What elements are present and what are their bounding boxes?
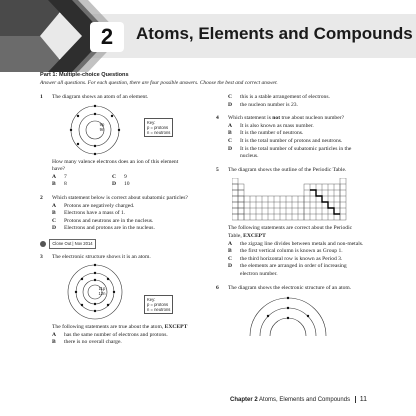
chapter-title: Atoms, Elements and Compounds	[136, 24, 413, 43]
option: B It is the number of neutrons.	[228, 130, 304, 137]
chapter-header	[0, 0, 416, 70]
atom-diagram-6	[228, 294, 366, 334]
question-text: Which statement below is correct about subatomic particles?	[52, 194, 188, 201]
question-number: 5	[216, 166, 219, 173]
nucleus-label: 9p 9n	[99, 121, 105, 132]
option: D 10	[112, 181, 130, 188]
question-number: 1	[40, 94, 43, 100]
option: A the zigzag line divides between metals and non-metals.	[228, 240, 364, 247]
question-text: Which statement is not true about nucleon number?	[228, 115, 345, 122]
question-2	[40, 195, 190, 233]
option: D Electrons and protons are in the nucleus.	[52, 225, 155, 232]
part-title: Part 1: Multiple-choice Questions	[40, 72, 129, 78]
option: C Protons and neutrons are in the nucleus.	[52, 217, 154, 224]
question-number: 6	[216, 284, 219, 291]
page-footer	[230, 396, 367, 403]
question-3	[40, 254, 190, 347]
question-1	[40, 94, 190, 189]
option: C It is the total number of protons and neutrons.	[228, 137, 343, 144]
option: C this is a stable arrangement of electrons.	[228, 94, 330, 100]
option: C the third horizontal row is known as Period 3.	[228, 255, 343, 262]
option: A It is also known as mass number.	[228, 122, 314, 129]
question-text: The electronic structure shows it is an atom.	[52, 253, 151, 260]
chapter-number: 2	[90, 22, 124, 52]
question-text: The diagram shows an atom of an element.	[52, 94, 149, 100]
right-column	[216, 94, 366, 340]
question-prompt: The following statements are true about the atom, EXCEPT	[52, 324, 188, 331]
page-number: 11	[355, 396, 367, 403]
periodic-table-outline	[228, 176, 366, 222]
question-3-continued	[216, 94, 366, 109]
atom-diagram-1	[52, 104, 190, 156]
question-5	[216, 167, 366, 279]
question-number: 2	[40, 194, 43, 201]
question-number: 4	[216, 115, 219, 122]
clone-icon	[40, 241, 46, 247]
left-column	[40, 94, 190, 353]
atom-diagram-3	[52, 263, 190, 321]
question-prompt: The following statements are correct about the Periodic Table, EXCEPT	[228, 225, 353, 239]
option: C 9	[112, 173, 127, 180]
option: B there is no overall charge.	[52, 339, 122, 346]
question-4	[216, 115, 366, 161]
key-box: Key: p = protons n = neutrons	[144, 295, 173, 314]
option: A 7	[52, 173, 67, 180]
question-prompt: How many valence electrons does an ion of this element have?	[52, 158, 179, 173]
option: D It is the total number of subatomic particles in the nucleus.	[228, 145, 352, 160]
option: B Electrons have a mass of 1.	[52, 210, 126, 217]
nucleus-label: 11p 12n	[98, 286, 106, 297]
question-text: The diagram shows the electronic structure of an atom.	[228, 284, 352, 291]
option: A has the same number of electrons and protons.	[52, 331, 168, 338]
question-6	[216, 285, 366, 335]
option: D the elements are arranged in order of increasing electron number.	[228, 263, 347, 277]
footer-chapter-name: Atoms, Elements and Compounds	[257, 397, 351, 403]
option: D the nucleon number is 23.	[228, 101, 298, 108]
instructions: Answer all questions. For each question, there are four possible answers. Choose the best and correct answer.	[40, 80, 278, 86]
footer-chapter-label: Chapter 2	[230, 397, 258, 403]
question-number: 3	[40, 253, 43, 260]
options-grid	[52, 174, 190, 189]
option: B the first vertical column is known as Group 1.	[228, 248, 343, 255]
option: A Protons are negatively charged.	[52, 202, 135, 209]
periodic-table-grid	[232, 178, 352, 222]
option: B 8	[52, 181, 67, 188]
atom-shells	[248, 296, 328, 336]
key-box: Key: p = protons n = neutrons	[144, 118, 173, 137]
question-text: The diagram shows the outline of the Periodic Table.	[228, 166, 347, 173]
clone-tag: Clone Out | Nov 2014	[40, 239, 190, 252]
